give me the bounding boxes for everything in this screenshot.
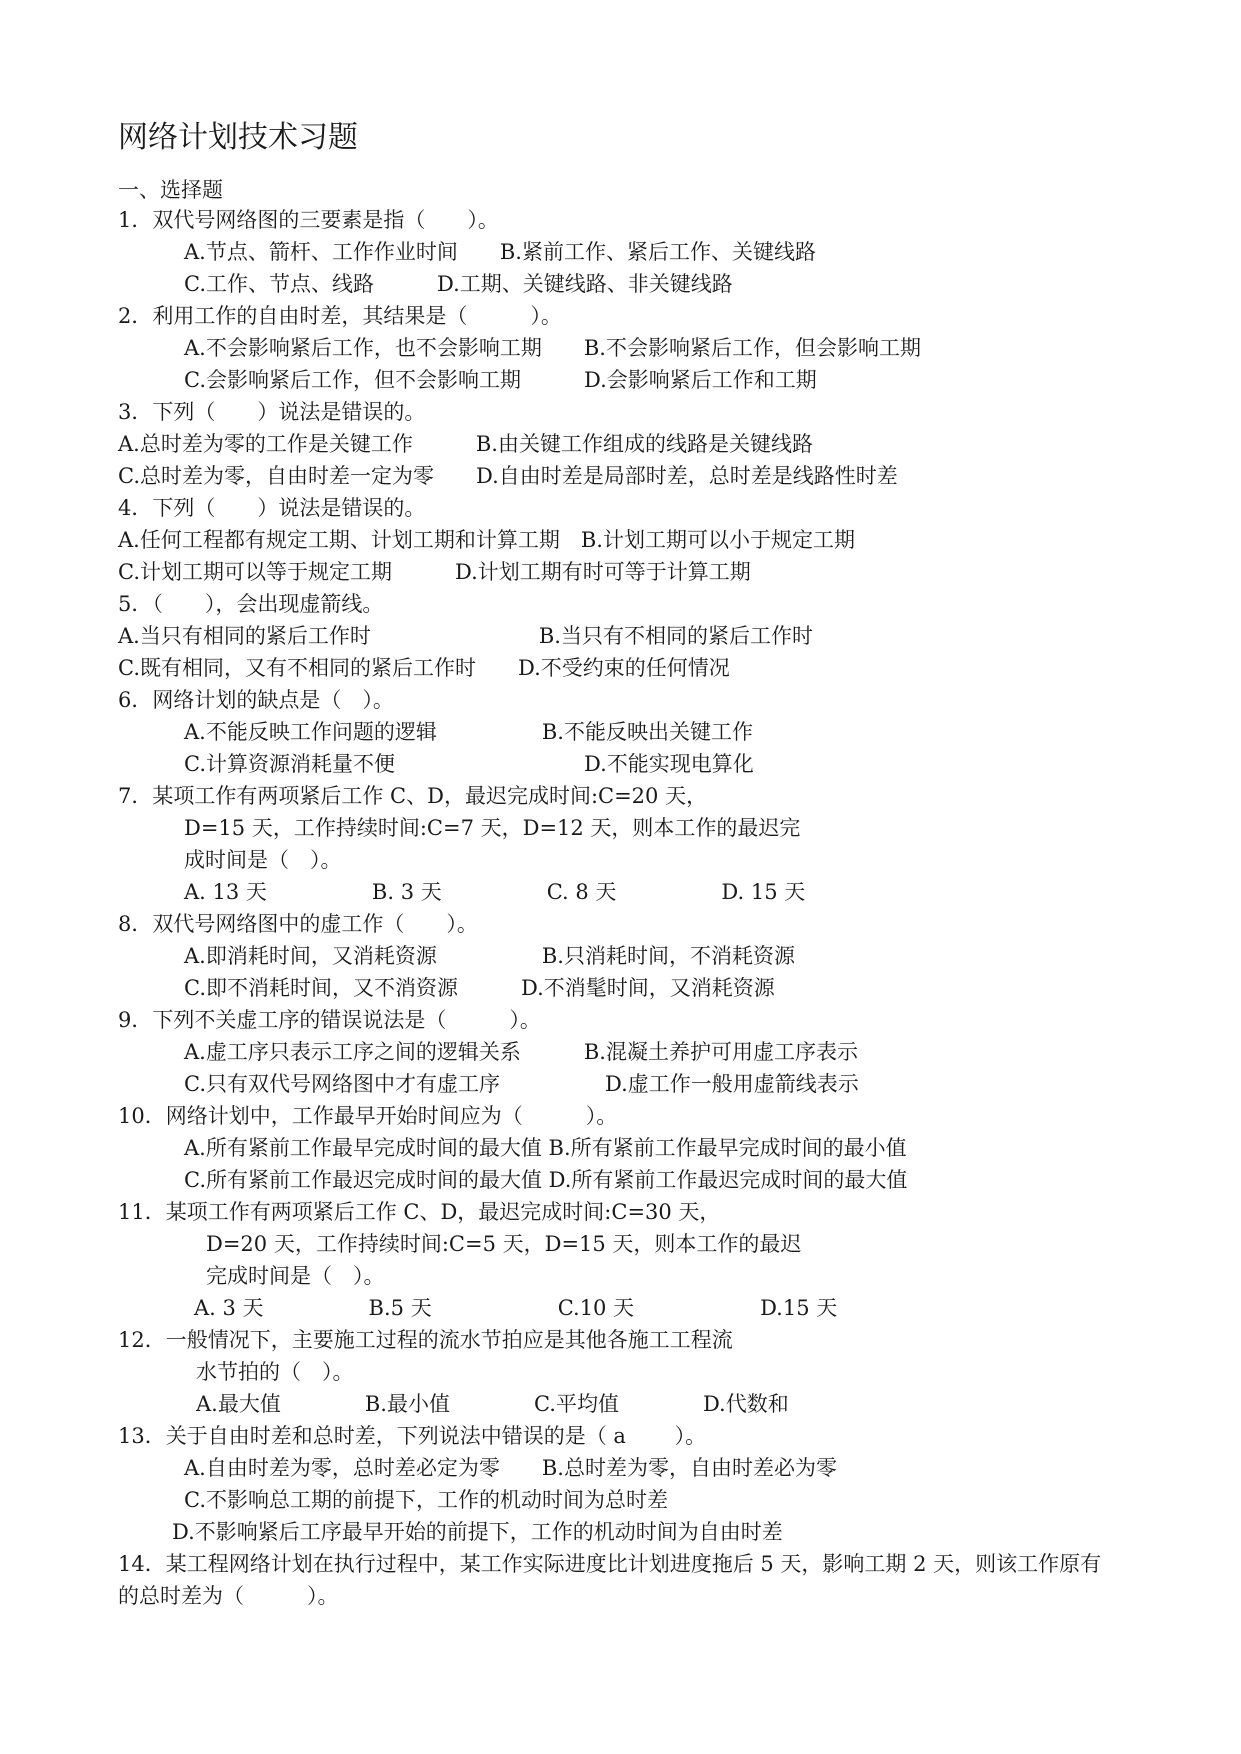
question-4-options-cd: C.计划工期可以等于规定工期 D.计划工期有时可等于计算工期 [118, 560, 751, 584]
question-14: 14．某工程网络计划在执行过程中，某工作实际进度比计划进度拖后 5 天，影响工期 2 天，则该工作原有 [118, 1552, 1102, 1576]
question-7-continued: D=15 天，工作持续时间:C=7 天，D=12 天，则本工作的最迟完 [184, 816, 801, 840]
question-13: 13．关于自由时差和总时差，下列说法中错误的是（ a ）。 [118, 1424, 707, 1448]
question-12-options: A.最大值 B.最小值 C.平均值 D.代数和 [196, 1392, 789, 1416]
question-4-options-ab: A.任何工程都有规定工期、计划工期和计算工期 B.计划工期可以小于规定工期 [118, 528, 855, 552]
question-8-options-ab: A.即消耗时间，又消耗资源 B.只消耗时间，不消耗资源 [184, 944, 795, 968]
question-11: 11．某项工作有两项紧后工作 C、D，最迟完成时间:C=30 天， [118, 1200, 721, 1224]
question-3-options-cd: C.总时差为零，自由时差一定为零 D.自由时差是局部时差，总时差是线路性时差 [118, 464, 898, 488]
question-2-options-cd: C.会影响紧后工作，但不会影响工期 D.会影响紧后工作和工期 [184, 368, 817, 392]
question-12-continued: 水节拍的（ ）。 [196, 1360, 354, 1384]
question-5: 5．（ ），会出现虚箭线。 [118, 592, 384, 616]
question-13-option-c: C.不影响总工期的前提下，工作的机动时间为总时差 [184, 1488, 668, 1512]
question-8-options-cd: C.即不消耗时间，又不消资源 D.不消髦时间，又消耗资源 [184, 976, 775, 1000]
question-6: 6．网络计划的缺点是（ ）。 [118, 688, 394, 712]
question-11-options: A. 3 天 B.5 天 C.10 天 D.15 天 [194, 1296, 838, 1320]
question-2: 2．利用工作的自由时差，其结果是（ ）。 [118, 304, 562, 328]
question-11-continued: 完成时间是（ ）。 [206, 1264, 385, 1288]
question-1-options-cd: C.工作、节点、线路 D.工期、关键线路、非关键线路 [184, 272, 733, 296]
question-5-options-ab: A.当只有相同的紧后工作时 B.当只有不相同的紧后工作时 [118, 624, 813, 648]
question-7-continued: 成时间是（ ）。 [184, 848, 342, 872]
question-1-options-ab: A.节点、箭杆、工作作业时间 B.紧前工作、紧后工作、关键线路 [184, 240, 816, 264]
question-9: 9．下列不关虚工序的错误说法是（ ）。 [118, 1008, 541, 1032]
question-12: 12．一般情况下，主要施工过程的流水节拍应是其他各施工工程流 [118, 1328, 733, 1352]
question-5-options-cd: C.既有相同，又有不相同的紧后工作时 D.不受约束的任何情况 [118, 656, 730, 680]
question-11-continued: D=20 天，工作持续时间:C=5 天，D=15 天，则本工作的最迟 [206, 1232, 802, 1256]
question-6-options-cd: C.计算资源消耗量不便 D.不能实现电算化 [184, 752, 754, 776]
question-9-options-cd: C.只有双代号网络图中才有虚工序 D.虚工作一般用虚箭线表示 [184, 1072, 859, 1096]
question-10-options-ab: A.所有紧前工作最早完成时间的最大值 B.所有紧前工作最早完成时间的最小值 [184, 1136, 907, 1160]
question-7-options: A. 13 天 B. 3 天 C. 8 天 D. 15 天 [184, 880, 806, 904]
question-1: 1．双代号网络图的三要素是指（ ）。 [118, 208, 499, 232]
question-4: 4．下列（ ）说法是错误的。 [118, 496, 426, 520]
question-2-options-ab: A.不会影响紧后工作，也不会影响工期 B.不会影响紧后工作，但会影响工期 [184, 336, 921, 360]
question-13-option-d: D.不影响紧后工序最早开始的前提下，工作的机动时间为自由时差 [172, 1520, 783, 1544]
question-9-options-ab: A.虚工序只表示工序之间的逻辑关系 B.混凝土养护可用虚工序表示 [184, 1040, 858, 1064]
question-10: 10．网络计划中，工作最早开始时间应为（ ）。 [118, 1104, 618, 1128]
question-13-options-ab: A.自由时差为零，总时差必定为零 B.总时差为零，自由时差必为零 [184, 1456, 837, 1480]
question-10-options-cd: C.所有紧前工作最迟完成时间的最大值 D.所有紧前工作最迟完成时间的最大值 [184, 1168, 908, 1192]
question-6-options-ab: A.不能反映工作问题的逻辑 B.不能反映出关键工作 [184, 720, 753, 744]
question-3: 3．下列（ ）说法是错误的。 [118, 400, 426, 424]
page-title: 网络计划技术习题 [118, 120, 358, 155]
question-8: 8．双代号网络图中的虚工作（ ）。 [118, 912, 478, 936]
section-heading: 一、选择题 [118, 178, 223, 202]
question-3-options-ab: A.总时差为零的工作是关键工作 B.由关键工作组成的线路是关键线路 [118, 432, 813, 456]
question-14-continued: 的总时差为（ ）。 [118, 1584, 339, 1608]
question-7: 7．某项工作有两项紧后工作 C、D，最迟完成时间:C=20 天， [118, 784, 708, 808]
